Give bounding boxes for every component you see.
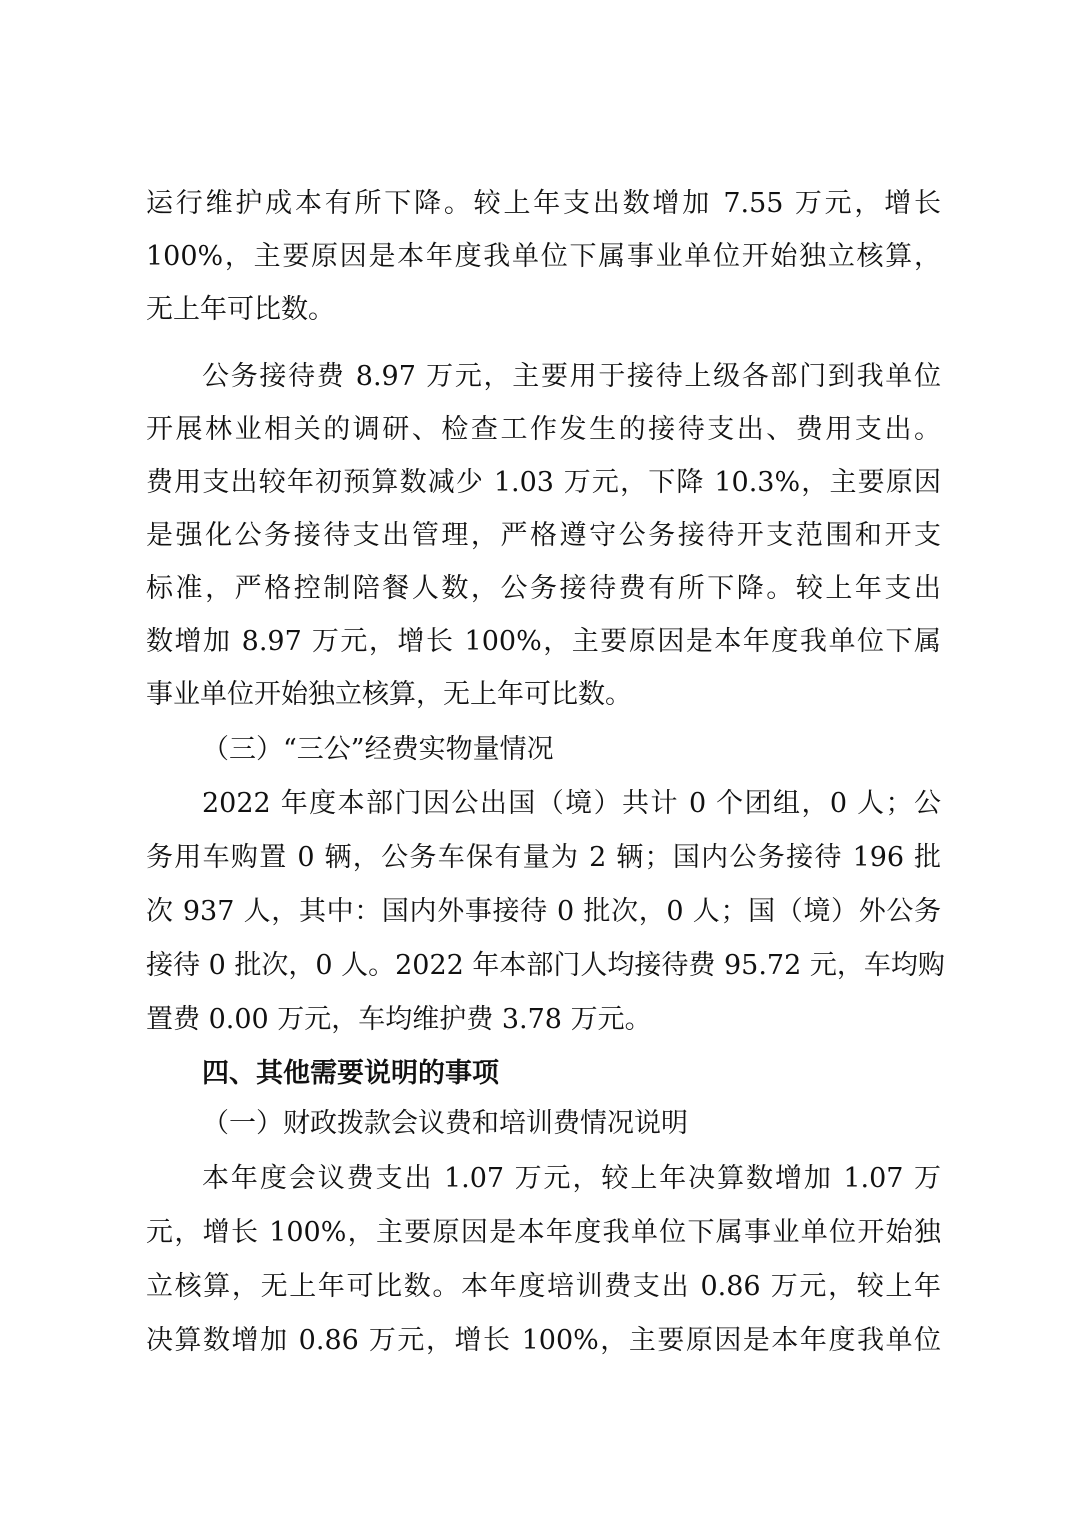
paragraph-line: 运行维护成本有所下降。较上年支出数增加 7.55 万元，增长	[146, 188, 941, 219]
paragraph-line: 次 937 人，其中：国内外事接待 0 批次，0 人；国（境）外公务	[146, 896, 941, 927]
paragraph-line: 接待 0 批次，0 人。2022 年本部门人均接待费 95.72 元，车均购	[146, 950, 945, 981]
paragraph-line: 标准，严格控制陪餐人数，公务接待费有所下降。较上年支出	[146, 573, 941, 604]
section-heading: 四、其他需要说明的事项	[202, 1058, 499, 1089]
section-heading: （三）“三公”经费实物量情况	[202, 734, 554, 765]
paragraph-line: 是强化公务接待支出管理，严格遵守公务接待开支范围和开支	[146, 520, 941, 551]
paragraph-line: 元，增长 100%，主要原因是本年度我单位下属事业单位开始独	[146, 1217, 941, 1248]
paragraph-line: 事业单位开始独立核算，无上年可比数。	[146, 679, 632, 710]
paragraph-line: 2022 年度本部门因公出国（境）共计 0 个团组，0 人；公	[202, 788, 941, 819]
paragraph-line: 本年度会议费支出 1.07 万元，较上年决算数增加 1.07 万	[202, 1163, 941, 1194]
paragraph-line: 务用车购置 0 辆，公务车保有量为 2 辆；国内公务接待 196 批	[146, 842, 941, 873]
paragraph-line: 费用支出较年初预算数减少 1.03 万元，下降 10.3%，主要原因	[146, 467, 941, 498]
subsection-heading: （一）财政拨款会议费和培训费情况说明	[202, 1108, 688, 1139]
paragraph-line: 数增加 8.97 万元，增长 100%，主要原因是本年度我单位下属	[146, 626, 941, 657]
paragraph-line: 100%，主要原因是本年度我单位下属事业单位开始独立核算，	[146, 241, 941, 272]
paragraph-line: 无上年可比数。	[146, 294, 335, 325]
paragraph-line: 开展林业相关的调研、检查工作发生的接待支出、费用支出。	[146, 414, 941, 445]
paragraph-line: 立核算，无上年可比数。本年度培训费支出 0.86 万元，较上年	[146, 1271, 941, 1302]
paragraph-line: 公务接待费 8.97 万元，主要用于接待上级各部门到我单位	[202, 361, 941, 392]
paragraph-line: 置费 0.00 万元，车均维护费 3.78 万元。	[146, 1004, 652, 1035]
paragraph-line: 决算数增加 0.86 万元，增长 100%，主要原因是本年度我单位	[146, 1325, 941, 1356]
